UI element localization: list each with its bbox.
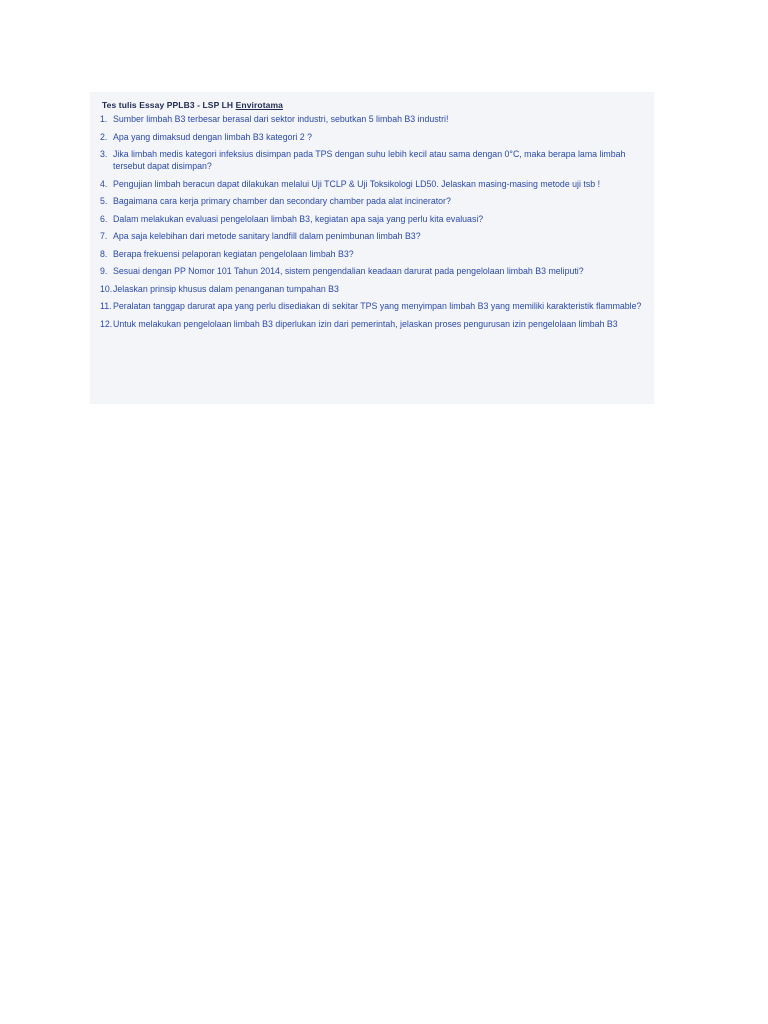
title-underlined: Envirotama	[235, 100, 283, 110]
question-number: 4.	[100, 178, 108, 189]
question-item	[100, 300, 646, 312]
question-number: 6.	[100, 213, 108, 224]
question-number: 1.	[100, 114, 108, 124]
question-number: 9.	[100, 266, 108, 276]
question-item	[100, 213, 646, 225]
scanned-document	[90, 92, 654, 404]
question-number: 5.	[100, 196, 108, 206]
question-item	[100, 265, 646, 277]
question-text: Berapa frekuensi pelaporan kegiatan pengelolaan limbah B3?	[113, 248, 354, 259]
question-text: Apa saja kelebihan dari metode sanitary landfill dalam penimbunan limbah B3?	[113, 231, 421, 241]
question-list	[100, 113, 646, 330]
question-item	[100, 148, 646, 172]
question-item	[100, 113, 646, 125]
question-item	[100, 178, 646, 190]
question-text: Peralatan tanggap darurat apa yang perlu disediakan di sekitar TPS yang menyimpan limbah B3 yang memiliki karakteristik flammable?	[113, 301, 642, 311]
question-item	[100, 131, 646, 143]
question-item	[100, 283, 646, 295]
question-text: Apa yang dimaksud dengan limbah B3 kategori 2 ?	[113, 131, 313, 142]
question-text: Dalam melakukan evaluasi pengelolaan limbah B3, kegiatan apa saja yang perlu kita evaluasi?	[113, 213, 484, 224]
question-item	[100, 318, 646, 330]
question-text: Jelaskan prinsip khusus dalam penanganan tumpahan B3	[113, 283, 339, 294]
question-item	[100, 248, 646, 260]
question-number: 3.	[100, 149, 108, 159]
title-text: Tes tulis Essay PPLB3 - LSP LH	[102, 100, 234, 110]
question-item	[100, 195, 646, 207]
question-text: Sumber limbah B3 terbesar berasal dari sektor industri, sebutkan 5 limbah B3 industri!	[113, 114, 449, 124]
question-number: 12.	[100, 318, 113, 329]
question-item	[100, 230, 646, 242]
question-text: Bagaimana cara kerja primary chamber dan secondary chamber pada alat incinerator?	[113, 196, 451, 206]
question-text: Untuk melakukan pengelolaan limbah B3 diperlukan izin dari pemerintah, jelaskan proses pengurusan izin pengelolaan limbah B3	[113, 318, 618, 329]
question-number: 8.	[100, 248, 108, 259]
document-title	[102, 100, 646, 110]
question-number: 2.	[100, 131, 108, 142]
question-number: 11.	[100, 301, 112, 311]
question-number: 7.	[100, 231, 108, 241]
question-number: 10.	[100, 283, 113, 294]
question-text: Jika limbah medis kategori infeksius disimpan pada TPS dengan suhu lebih kecil atau sama dengan 0°C, maka berapa lama limbah tersebut dapat disimpan?	[113, 149, 626, 171]
question-text: Pengujian limbah beracun dapat dilakukan melalui Uji TCLP & Uji Toksikologi LD50. Jelaskan masing-masing metode uji tsb !	[113, 178, 601, 189]
question-text: Sesuai dengan PP Nomor 101 Tahun 2014, sistem pengendalian keadaan darurat pada pengelolaan limbah B3 meliputi?	[113, 266, 584, 276]
